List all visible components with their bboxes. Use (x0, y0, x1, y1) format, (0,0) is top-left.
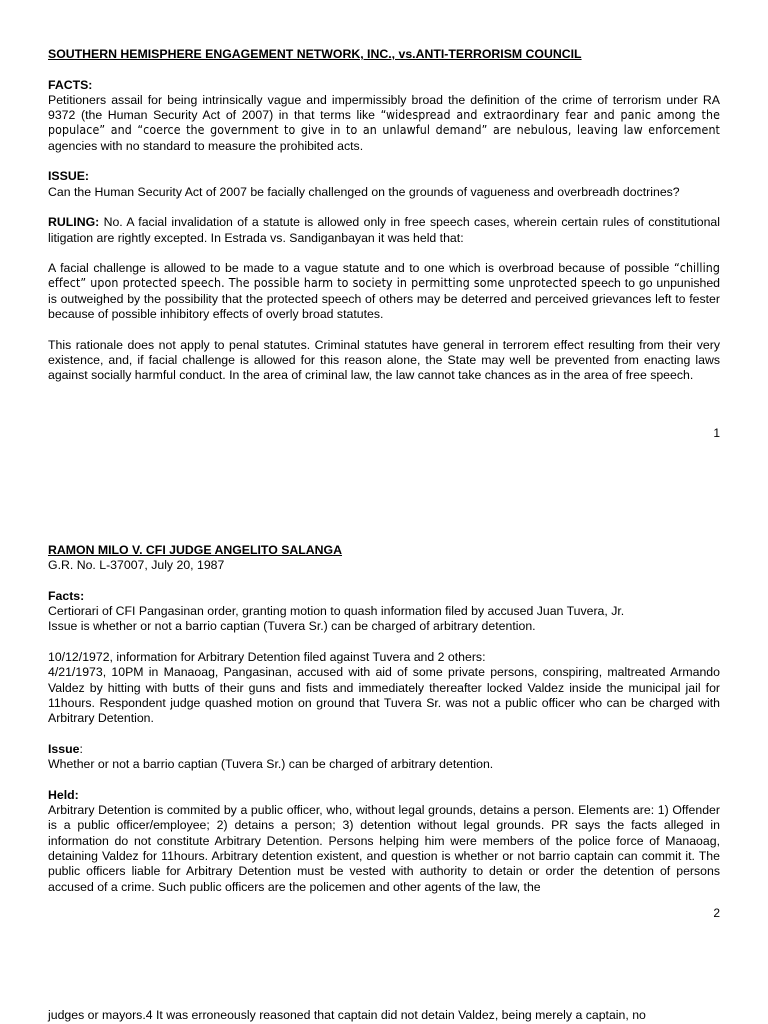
ruling-paragraph-1 (48, 215, 720, 246)
facts-heading-1: FACTS: (48, 77, 93, 92)
quote-paragraph-2: This rationale does not apply to penal statutes. Criminal statutes have general in terrorem effect resulting from their very existence, and, if facial challenge is allowed for this reason alone, the State may well be prevented from enacting laws against socially harmful conduct. In the area of criminal law, the law cannot take chances as in the area of free speech. (48, 337, 720, 383)
case-citation: G.R. No. L-37007, July 20, 1987 (48, 558, 225, 573)
quote1-text-c: ech to go unpunished is outweighed by the possibility that the protected speech of others may be deterred and perceived grievances left to fester because of possible inhibitory effects of overly broad statutes. (48, 276, 721, 322)
issue-paragraph-2: Whether or not a barrio captian (Tuvera Sr.) can be charged of arbitrary detention. (48, 757, 494, 772)
quote1-text-b: “chilling effect” upon protected speech. The possible harm to society in permitting some unprotected spe (48, 261, 720, 291)
held-heading: Held: (48, 787, 79, 802)
issue-paragraph-1: Can the Human Security Act of 2007 be facially challenged on the grounds of vagueness and overbreadh doctrines? (48, 184, 680, 199)
case-title-2: RAMON MILO V. CFI JUDGE ANGELITO SALANGA (48, 543, 343, 557)
facts-line-1: Certiorari of CFI Pangasinan order, granting motion to quash information filed by accused Juan Tuvera, Jr. (48, 604, 625, 619)
ruling-text-1: No. A facial invalidation of a statute is allowed only in free speech cases, wherein certain rules of constitutional litigation are rightly excepted. In Estrada vs. Sandiganbayan it was held that: (48, 215, 720, 245)
page-number-2: 2 (713, 906, 720, 920)
case-title-1: SOUTHERN HEMISPHERE ENGAGEMENT NETWORK, INC., vs.ANTI-TERRORISM COUNCIL (48, 47, 582, 61)
issue-heading-2 (48, 742, 720, 757)
issue-colon: : (79, 741, 83, 756)
page-1 (48, 47, 720, 384)
issue-heading-1: ISSUE: (48, 169, 89, 184)
facts-text-b: “widespread and extraordinary fear and panic among the populace” and “coerce the government to give in to an unlawful demand” are nebulous, leaving law enforcement (48, 108, 720, 138)
facts-text-a: Petitioners assail for being intrinsically vague and impermissibly broad the definition of the crime of terrorism under RA 9372 (the Human Security Act of 2007) in that terms like (48, 92, 720, 123)
info-line-1: 10/12/1972, information for Arbitrary Detention filed against Tuvera and 2 others: (48, 650, 486, 665)
ruling-heading-1: RULING: (48, 215, 100, 230)
held-paragraph: Arbitrary Detention is commited by a public officer, who, without legal grounds, detains a person. Elements are: 1) Offender is a public officer/employee; 2) detains a person; 3) detention without legal grounds. PR says the facts alleged in information do not constitute Arbitrary Detention. Persons helping him were members of the police force of Manaoag, detaining Valdez for 11hours. Arbitrary detention existent, and question is whether or not barrio captain can commit it. The public officers liable for Arbitrary Detention must be vested with authority to detain or order the detention of persons accused of a crime. Such public officers are the policemen and other agents of the law, the (48, 803, 720, 894)
info-paragraph: 4/21/1973, 10PM in Manaoag, Pangasinan, accused with aid of some private persons, conspiring, maltreated Armando Valdez by hitting with butts of their guns and fists and immediately thereafter locked Valdez inside the municipal jail for 11hours. Respondent judge quashed motion on ground that Tuvera Sr. was not a public officer who can be charged with Arbitrary Detention. (48, 665, 720, 726)
quote-paragraph-1 (48, 261, 720, 322)
facts-text-c: agencies with no standard to measure the prohibited acts. (48, 138, 364, 153)
facts-heading-2: Facts: (48, 588, 85, 603)
page-2 (48, 543, 720, 895)
facts-line-2: Issue is whether or not a barrio captian (Tuvera Sr.) can be charged of arbitrary detention. (48, 619, 536, 634)
page-3 (48, 1008, 720, 1023)
quote1-text-a: A facial challenge is allowed to be made to a vague statute and to one which is overbroad because of possible (48, 261, 674, 276)
issue-label-2: Issue (48, 741, 80, 756)
page-3-text: judges or mayors.4 It was erroneously reasoned that captain did not detain Valdez, being merely a captain, no (48, 1008, 646, 1022)
page-number-1: 1 (713, 426, 720, 440)
facts-paragraph-1 (48, 93, 720, 154)
